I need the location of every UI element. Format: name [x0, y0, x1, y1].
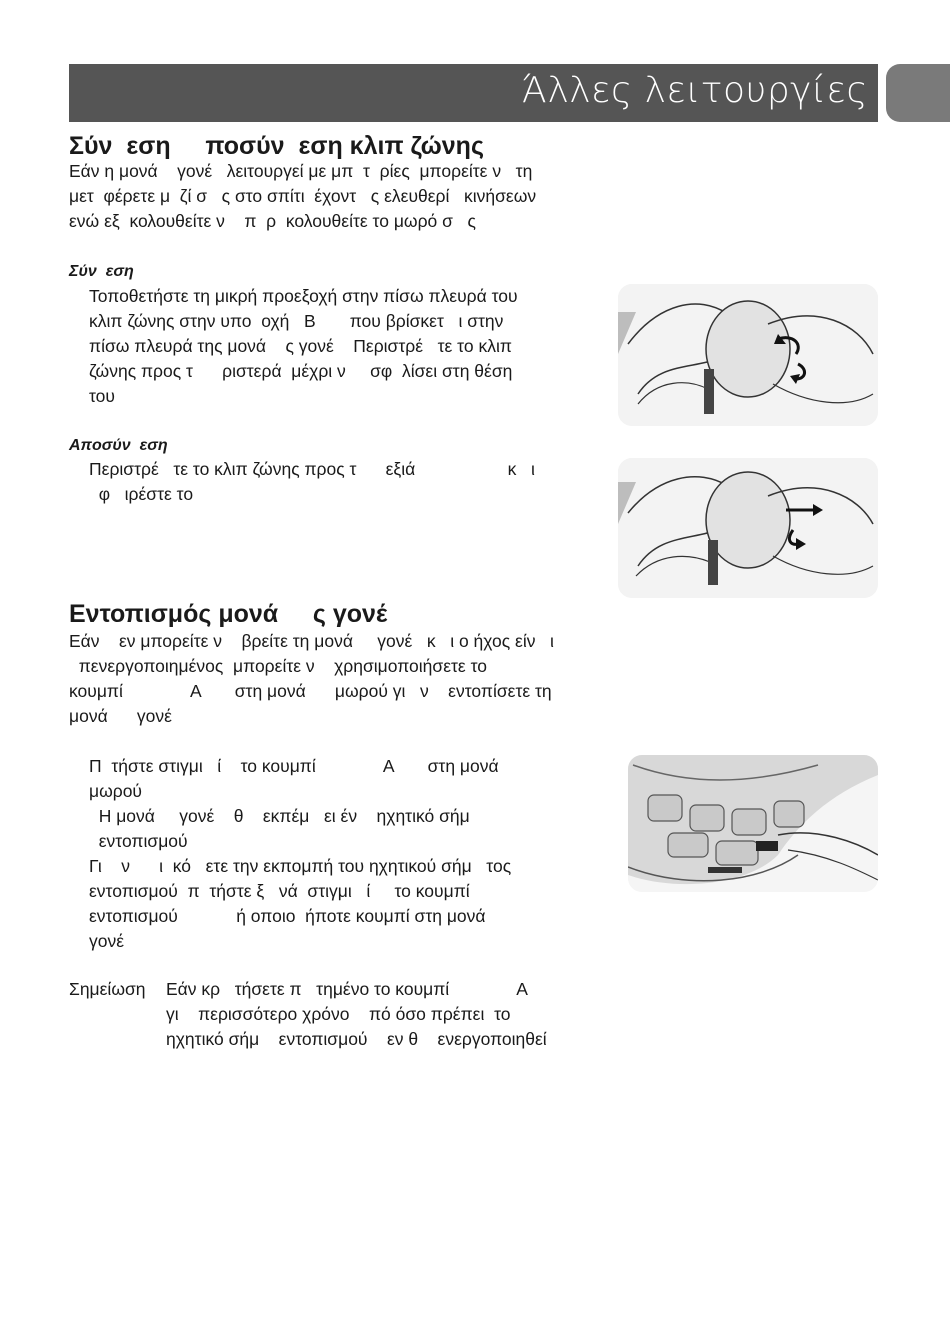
- header-bar: [69, 64, 878, 122]
- text-line: Τοποθετήστε τη μικρή προεξοχή στην πίσω πλευρά του: [89, 286, 518, 306]
- text-line: Εάν κρ τήσετε π τημένο το κουμπί Α: [166, 979, 528, 999]
- paging-button-illustration: [628, 755, 878, 892]
- chapter-edge-tab: [886, 64, 950, 122]
- text-line: εντοπισμού: [89, 831, 188, 851]
- attach-instructions: [89, 284, 518, 409]
- subheading-detach: Αποσύν εση: [69, 437, 168, 454]
- section-title-belt-clip: Σύν εση ποσύν εση κλιπ ζώνης: [69, 132, 484, 160]
- detach-instructions: [89, 457, 535, 507]
- text-line: μετ φέρετε μ ζί σ ς στο σπίτι έχοντ ς ελευθερί κινήσεων: [69, 186, 537, 206]
- text-line: γονέ: [89, 931, 125, 951]
- text-line: ηχητικό σήμ εντοπισμού εν θ ενεργοποιηθεί: [166, 1029, 547, 1049]
- note-text: [166, 977, 547, 1052]
- text-line: ζώνης προς τ ριστερά μέχρι ν σφ λίσει στη θέση: [89, 361, 513, 381]
- text-line: ενώ εξ κολουθείτε ν π ρ κολουθείτε το μωρό σ ς: [69, 211, 476, 231]
- text-line: Π τήστε στιγμι ί το κουμπί Α στη μονά: [89, 756, 499, 776]
- text-line: κουμπί Α στη μονά μωρού γι ν εντοπίσετε τη: [69, 681, 552, 701]
- text-line: πενεργοποιημένος μπορείτε ν χρησιμοποιήσετε το: [69, 656, 487, 676]
- text-line: εντοπισμού ή οποιο ήποτε κουμπί στη μονά: [89, 906, 486, 926]
- attach-clip-illustration: [618, 284, 878, 426]
- text-line: Γι ν ι κό ετε την εκπομπή του ηχητικού σήμ τος: [89, 856, 512, 876]
- section-title-find-parent-unit: Εντοπισμός μονά ς γονέ: [69, 600, 388, 628]
- find-parent-unit-steps: [89, 754, 511, 954]
- text-line: κλιπ ζώνης στην υπο οχή Β που βρίσκετ ι στην: [89, 311, 504, 331]
- text-line: μωρού: [89, 781, 143, 801]
- detach-clip-illustration: [618, 458, 878, 598]
- text-line: μονά γονέ: [69, 706, 172, 726]
- text-line: εντοπισμού π τήστε ξ νά στιγμι ί το κουμπί: [89, 881, 470, 901]
- text-line: του: [89, 386, 115, 406]
- section-intro-belt-clip: [69, 159, 536, 234]
- text-line: γι περισσότερο χρόνο πό όσο πρέπει το: [166, 1004, 511, 1024]
- text-line: Η μονά γονέ θ εκπέμ ει έν ηχητικό σήμ: [89, 806, 470, 826]
- subheading-attach: Σύν εση: [69, 263, 134, 280]
- section-intro-find-parent-unit: [69, 629, 554, 729]
- text-line: φ ιρέστε το: [89, 484, 194, 504]
- text-line: Εάν εν μπορείτε ν βρείτε τη μονά γονέ κ ι ο ήχος είν ι: [69, 631, 554, 651]
- note-label: Σημείωση: [69, 979, 146, 999]
- text-line: Εάν η μονά γονέ λειτουργεί με μπ τ ρίες μπορείτε ν τη: [69, 161, 533, 181]
- page-title: Άλλες λειτουργίες: [522, 70, 868, 111]
- text-line: Περιστρέ τε το κλιπ ζώνης προς τ εξιά κ ι: [89, 459, 535, 479]
- text-line: πίσω πλευρά της μονά ς γονέ Περιστρέ τε το κλιπ: [89, 336, 512, 356]
